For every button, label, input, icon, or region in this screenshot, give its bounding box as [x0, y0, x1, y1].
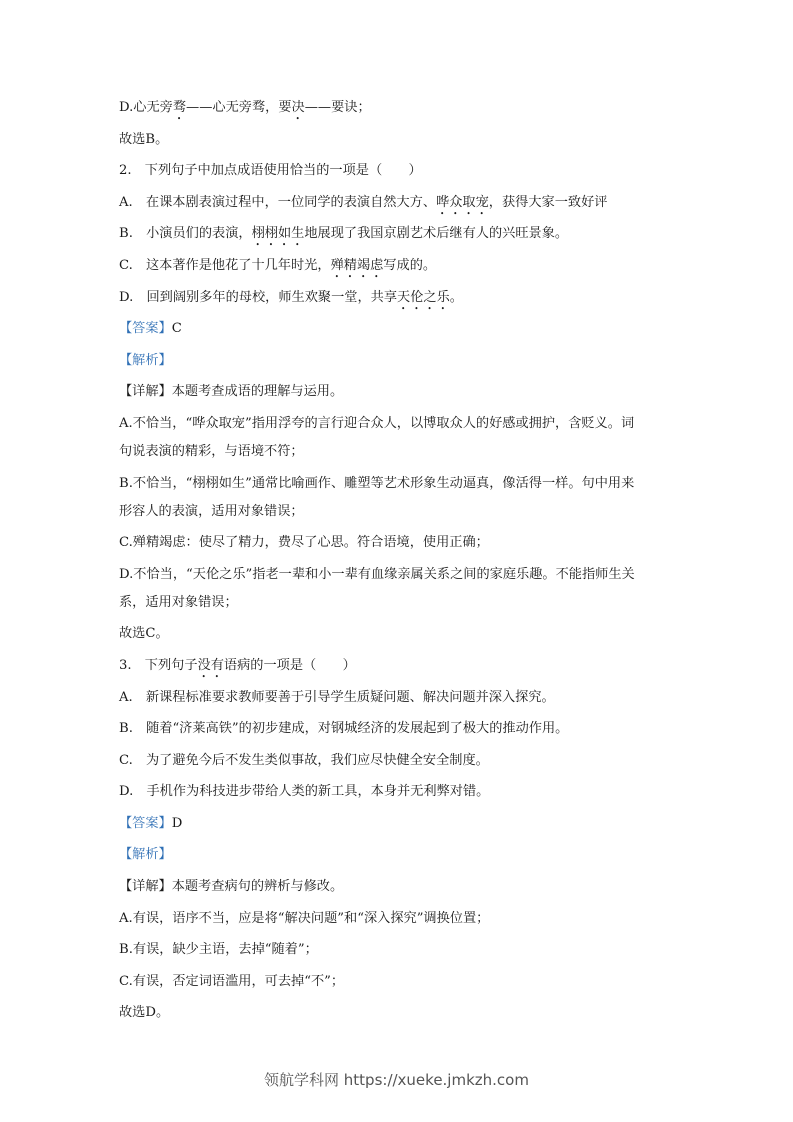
- text-segment: B.不恰当，“栩栩如生”通常比喻画作、雕塑等艺术形象生动逼真，像活得一样。句中用来: [119, 475, 635, 491]
- text-line: [119, 624, 699, 643]
- text-segment: 。: [449, 289, 463, 305]
- text-segment: C: [171, 321, 182, 337]
- text-segment: 形容人的表演，适用对象错误；: [119, 503, 304, 519]
- text-segment: A.有误，语序不当，应是将“解决问题”和“深入探究”调换位置；: [119, 910, 490, 926]
- emphasized-text: 决: [291, 100, 305, 115]
- text-segment: D. 回到阔别多年的母校，师生欢聚一堂，共享: [119, 289, 398, 305]
- text-segment: 句说表演的精彩，与语境不符；: [119, 443, 304, 459]
- text-segment: A.不恰当，“哗众取宠”指用浮夸的言行迎合众人，以博取众人的好感或拥护，含贬义。词: [119, 415, 635, 431]
- text-line: [119, 656, 699, 675]
- text-line: [119, 442, 699, 461]
- text-line: [119, 319, 699, 338]
- text-segment: C.有误，否定词语滥用，可去掉“不”；: [119, 973, 345, 989]
- text-line: [119, 751, 699, 770]
- text-line: [119, 909, 699, 928]
- text-segment: 2. 下列句子中加点成语使用恰当的一项是（ ）: [119, 163, 422, 179]
- text-line: [119, 877, 699, 896]
- text-segment: A. 新课程标准要求教师要善于引导学生质疑问题、解决问题并深入探究。: [119, 689, 555, 705]
- text-segment: B.有误，缺少主语，去掉“随着”；: [119, 942, 318, 958]
- text-segment: ——心无旁骛，要: [186, 100, 292, 115]
- section-marker: 【答案】: [119, 321, 172, 337]
- text-line: [119, 130, 699, 149]
- text-line: [119, 256, 699, 275]
- text-segment: ，获得大家一致好评: [488, 194, 608, 210]
- section-marker: 【解析】: [119, 847, 172, 863]
- text-line: [119, 193, 699, 212]
- text-line: [119, 940, 699, 959]
- section-marker: 【解析】: [119, 352, 172, 368]
- text-segment: B. 小演员们的表演，: [119, 226, 252, 242]
- text-segment: A. 在课本剧表演过程中，一位同学的表演自然大方、: [119, 194, 437, 210]
- text-segment: C. 为了避免今后不发生类似事故，我们应尽快健全安全制度。: [119, 752, 489, 768]
- text-segment: D.心无旁: [119, 100, 173, 115]
- text-segment: 【详解】本题考查病句的辨析与修改。: [119, 879, 344, 895]
- text-segment: 故选B。: [119, 131, 169, 147]
- text-line: [119, 502, 699, 521]
- text-segment: 3. 下列句子: [119, 657, 198, 673]
- text-segment: D. 手机作为科技进步带给人类的新工具，本身并无利弊对错。: [119, 784, 490, 800]
- text-line: [119, 1003, 699, 1022]
- emphasized-text: 骛: [172, 100, 187, 115]
- text-line: [119, 782, 699, 801]
- text-line: [119, 565, 699, 584]
- text-line: [119, 288, 699, 307]
- text-line: [119, 593, 699, 612]
- text-line: [119, 474, 699, 493]
- emphasized-text: 哗众取宠: [436, 194, 489, 210]
- text-segment: 【详解】本题考查成语的理解与运用。: [119, 384, 344, 400]
- text-line: [119, 533, 699, 552]
- text-segment: D.不恰当，“天伦之乐”指老一辈和小一辈有血缘亲属关系之间的家庭乐趣。不能指师生关: [119, 566, 635, 582]
- text-line: [119, 382, 699, 401]
- text-segment: ——要诀；: [304, 100, 371, 115]
- text-segment: B. 随着“济莱高铁”的初步建成，对钢城经济的发展起到了极大的推动作用。: [119, 721, 569, 737]
- text-line: [119, 224, 699, 243]
- footer-watermark: 领航学科网 https://xueke.jmkzh.com: [264, 1071, 529, 1089]
- text-segment: 故选C。: [119, 626, 169, 642]
- text-line: [119, 845, 699, 864]
- text-line: [119, 414, 699, 433]
- text-segment: C.殚精竭虑：使尽了精力，费尽了心思。符合语境，使用正确；: [119, 535, 489, 551]
- text-segment: 地展现了我国京剧艺术后继有人的兴旺景象。: [304, 226, 569, 242]
- emphasized-text: 天伦之乐: [397, 289, 450, 305]
- page-content: [119, 98, 699, 1035]
- text-segment: 语病的一项是（ ）: [223, 657, 356, 673]
- emphasized-text: 殚精竭虑: [330, 257, 384, 273]
- text-segment: 系，适用对象错误；: [119, 594, 238, 610]
- text-segment: 故选D。: [119, 1005, 170, 1021]
- section-marker: 【答案】: [119, 815, 172, 831]
- text-line: [119, 972, 699, 991]
- text-line: [119, 688, 699, 707]
- text-line: [119, 351, 699, 370]
- text-segment: C. 这本著作是他花了十几年时光，: [119, 257, 331, 273]
- text-segment: 写成的。: [383, 257, 437, 273]
- text-line: [119, 98, 699, 117]
- emphasized-text: 没有: [197, 657, 224, 673]
- text-line: [119, 814, 699, 833]
- emphasized-text: 栩栩如生: [251, 226, 305, 242]
- text-line: [119, 719, 699, 738]
- text-line: [119, 161, 699, 180]
- text-segment: D: [171, 815, 183, 831]
